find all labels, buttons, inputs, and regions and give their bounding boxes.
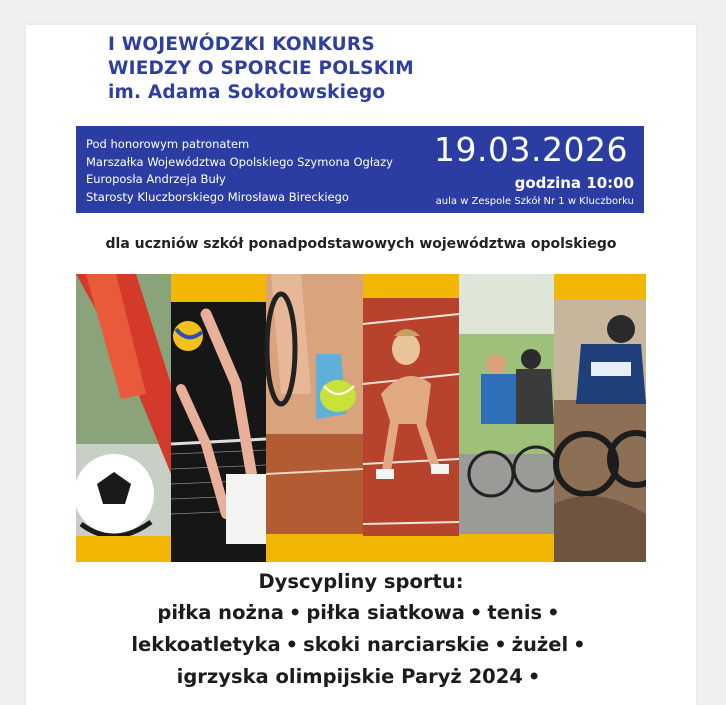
volleyball-photo	[171, 274, 266, 562]
patronage-line: Starosty Kluczborskiego Mirosława Bireckiego	[86, 189, 349, 204]
bullet: •	[469, 601, 483, 624]
bullet: •	[494, 633, 507, 656]
disciplines-line	[26, 597, 696, 629]
speedway-photo	[554, 274, 646, 562]
patronage-line: Marszałka Województwa Opolskiego Szymona Ogłazy	[86, 154, 393, 169]
title-line-1: I WOJEWÓDZKI KONKURS	[108, 34, 375, 55]
disciplines-line	[26, 661, 696, 693]
tennis-ball-icon	[320, 380, 356, 412]
info-banner	[76, 126, 644, 213]
audience-text: dla uczniów szkół ponadpodstawowych województwa opolskiego	[105, 236, 617, 252]
bullet: •	[573, 633, 586, 656]
disciplines-block	[26, 567, 696, 693]
bullet: •	[527, 665, 541, 688]
poster	[26, 25, 696, 705]
bullet: •	[285, 633, 299, 656]
discipline-item: piłka nożna	[157, 601, 284, 624]
patronage-block	[86, 136, 393, 206]
discipline-item: tenis	[487, 601, 543, 624]
patronage-line: Europosła Andrzeja Buły	[86, 172, 226, 186]
discipline-item: igrzyska olimpijskie Paryż 2024	[176, 665, 523, 688]
patronage-line: Pod honorowym patronatem	[86, 137, 250, 151]
event-place: aula w Zespole Szkół Nr 1 w Kluczborku	[435, 196, 634, 207]
poster-title	[108, 33, 414, 105]
sports-collage	[76, 274, 646, 562]
event-time: godzina 10:00	[514, 174, 634, 192]
disciplines-heading: Dyscypliny sportu:	[258, 570, 464, 593]
discipline-item: piłka siatkowa	[306, 601, 465, 624]
bullet: •	[547, 601, 560, 624]
title-line-3: im. Adama Sokołowskiego	[108, 82, 386, 103]
discipline-item: skoki narciarskie	[303, 633, 490, 656]
tennis-photo	[266, 274, 363, 562]
event-date: 19.03.2026	[434, 130, 628, 169]
football-photo	[76, 274, 171, 562]
bullet: •	[288, 601, 302, 624]
disciplines-line	[26, 629, 696, 661]
cycling-photo	[459, 274, 558, 562]
discipline-item: żużel	[511, 633, 569, 656]
athletics-photo	[363, 274, 459, 562]
title-line-2: WIEDZY O SPORCIE POLSKIM	[108, 58, 414, 79]
discipline-item: lekkoatletyka	[131, 633, 281, 656]
